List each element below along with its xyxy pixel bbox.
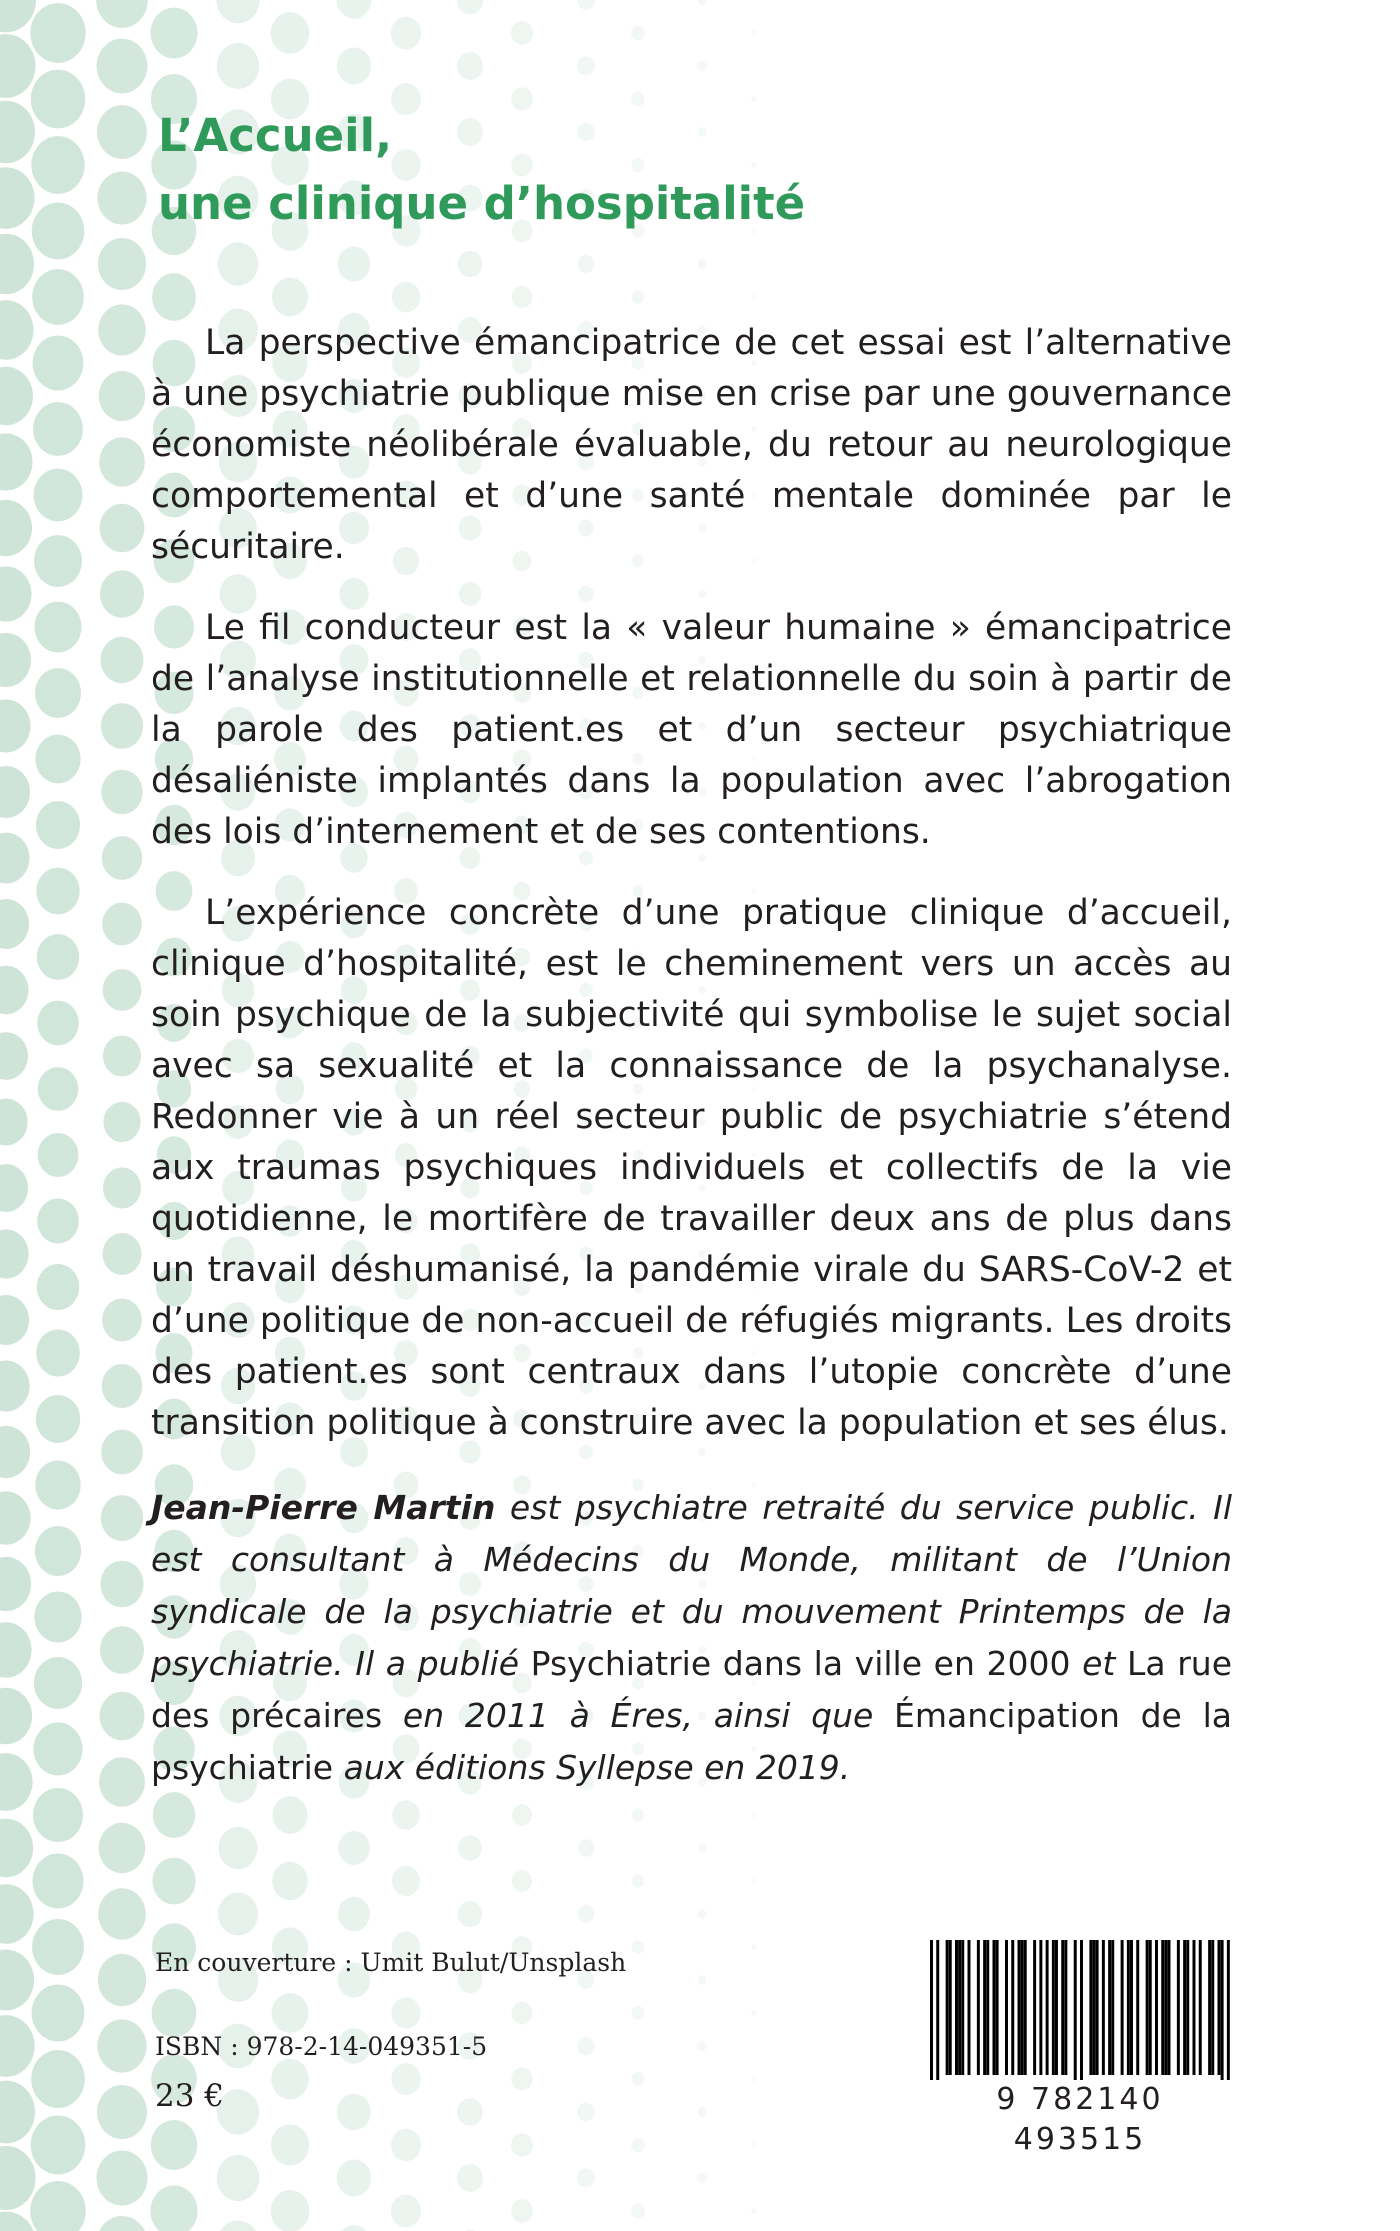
- barcode-digits: 9 782140 493515: [930, 2080, 1230, 2160]
- barcode-bar: [1208, 1940, 1211, 2075]
- barcode-bar: [1183, 1940, 1186, 2075]
- barcode-bar: [1005, 1940, 1008, 2075]
- barcode-bar: [968, 1940, 971, 2075]
- barcode-bar: [1021, 1940, 1024, 2075]
- barcode-bar: [958, 1940, 961, 2075]
- barcode-icon: [930, 1940, 1230, 2085]
- author-name: Jean-Pierre Martin: [151, 1488, 496, 1527]
- barcode-bar: [1024, 1940, 1027, 2075]
- barcode-bar: [1127, 1940, 1130, 2075]
- book-title: [158, 102, 805, 238]
- barcode-bar: [1218, 1940, 1221, 2075]
- summary-paragraph-1: La perspective émancipatrice de cet essai est l’alternative à une psychiatrie publique mise en crise par une gouvernance économiste néolibérale évaluable, du retour au neurologique comportemental et d’une santé mentale dominée par le sécuritaire.: [151, 323, 1232, 567]
- barcode: [930, 1940, 1230, 2157]
- barcode-bar: [1227, 1940, 1230, 2085]
- barcode-bar: [1193, 1940, 1196, 2075]
- barcode-bar: [946, 1940, 949, 2075]
- barcode-bar: [1155, 1940, 1158, 2075]
- barcode-bar: [1093, 1940, 1096, 2075]
- barcode-bar: [1089, 1940, 1092, 2075]
- bio-book-1: Psychiatrie dans la ville en 2000: [530, 1644, 1071, 1683]
- barcode-bar: [1055, 1940, 1058, 2075]
- barcode-bar: [983, 1940, 986, 2075]
- bio-text-4: aux éditions Syllepse en 2019.: [333, 1748, 851, 1787]
- barcode-bar: [1061, 1940, 1064, 2075]
- barcode-bar: [1199, 1940, 1202, 2075]
- barcode-bar: [1064, 1940, 1067, 2075]
- barcode-bar: [1130, 1940, 1133, 2075]
- barcode-bar: [1018, 1940, 1021, 2075]
- barcode-bar: [1211, 1940, 1214, 2075]
- barcode-bar: [1052, 1940, 1055, 2075]
- barcode-bar: [1186, 1940, 1189, 2075]
- book-title-line-2: une clinique d’hospitalité: [158, 177, 806, 230]
- barcode-bar: [1096, 1940, 1099, 2075]
- barcode-bar: [977, 1940, 980, 2075]
- barcode-bar: [993, 1940, 996, 2075]
- barcode-bar: [1121, 1940, 1124, 2075]
- barcode-bar: [1102, 1940, 1105, 2075]
- bio-text-1: est psychiatre retraité du service public. Il est consultant à Médecins du Monde, militant de l’Union syndicale de la psychiatrie et du mouvement Printemps de la psychiatrie. Il a publié: [151, 1488, 1232, 1683]
- barcode-bar: [936, 1940, 939, 2085]
- barcode-bar: [1074, 1940, 1077, 2085]
- back-cover-summary: [151, 318, 1232, 1479]
- barcode-bar: [1168, 1940, 1171, 2075]
- barcode-bar: [1177, 1940, 1180, 2075]
- summary-paragraph-2: Le fil conducteur est la « valeur humaine » émancipatrice de l’analyse institutionnelle et relationnelle du soin à partir de la parole des patient.es et d’un secteur psychiatrique désaliéniste implantés dans la population avec l’abrogation des lois d’internement et de ses contentions.: [151, 608, 1232, 852]
- author-bio: [151, 1482, 1232, 1794]
- bio-book-2: La rue des précaires: [151, 1644, 1233, 1735]
- barcode-bar: [1039, 1940, 1042, 2075]
- barcode-bar: [1033, 1940, 1036, 2075]
- bio-text-2: et: [1070, 1644, 1127, 1683]
- barcode-bar: [949, 1940, 952, 2075]
- barcode-bar: [1080, 1940, 1083, 2085]
- barcode-bar: [930, 1940, 933, 2085]
- barcode-bar: [961, 1940, 964, 2075]
- bio-text-3: en 2011 à Éres, ainsi que: [382, 1696, 895, 1735]
- barcode-bar: [1136, 1940, 1139, 2075]
- summary-paragraph-3: L’expérience concrète d’une pratique clinique d’accueil, clinique d’hospitalité, est le cheminement vers un accès au soin psychique de la subjectivité qui symbolise le sujet social avec sa sexualité et la connaissance de la psychanalyse. Redonner vie à un réel secteur public de psychiatrie s’étend aux traumas psychiques individuels et collectifs de la vie quotidienne, le mortifère de travailler deux ans de plus dans un travail déshumanisé, la pandémie virale du SARS-CoV-2 et d’une politique de non-accueil de réfugiés migrants. Les droits des patient.es sont centraux dans l’utopie concrète d’une transition politique à construire avec la population et ses élus.: [151, 893, 1232, 1443]
- barcode-bar: [955, 1940, 958, 2075]
- barcode-bar: [1164, 1940, 1167, 2075]
- barcode-bar: [1221, 1940, 1224, 2085]
- isbn: ISBN : 978-2-14-049351-5: [155, 2032, 488, 2061]
- barcode-bar: [1161, 1940, 1164, 2075]
- barcode-bar: [986, 1940, 989, 2075]
- book-title-line-1: L’Accueil,: [158, 109, 393, 162]
- cover-credit: En couverture : Umit Bulut/Unsplash: [155, 1948, 627, 1977]
- barcode-bar: [1149, 1940, 1152, 2075]
- barcode-bar: [1011, 1940, 1014, 2075]
- barcode-bar: [1146, 1940, 1149, 2075]
- barcode-bar: [1111, 1940, 1114, 2075]
- bio-book-3: Émancipation de la psychiatrie: [151, 1696, 1232, 1787]
- barcode-bar: [1046, 1940, 1049, 2075]
- barcode-bar: [996, 1940, 999, 2075]
- barcode-bar: [1108, 1940, 1111, 2075]
- price: 23 €: [155, 2078, 225, 2114]
